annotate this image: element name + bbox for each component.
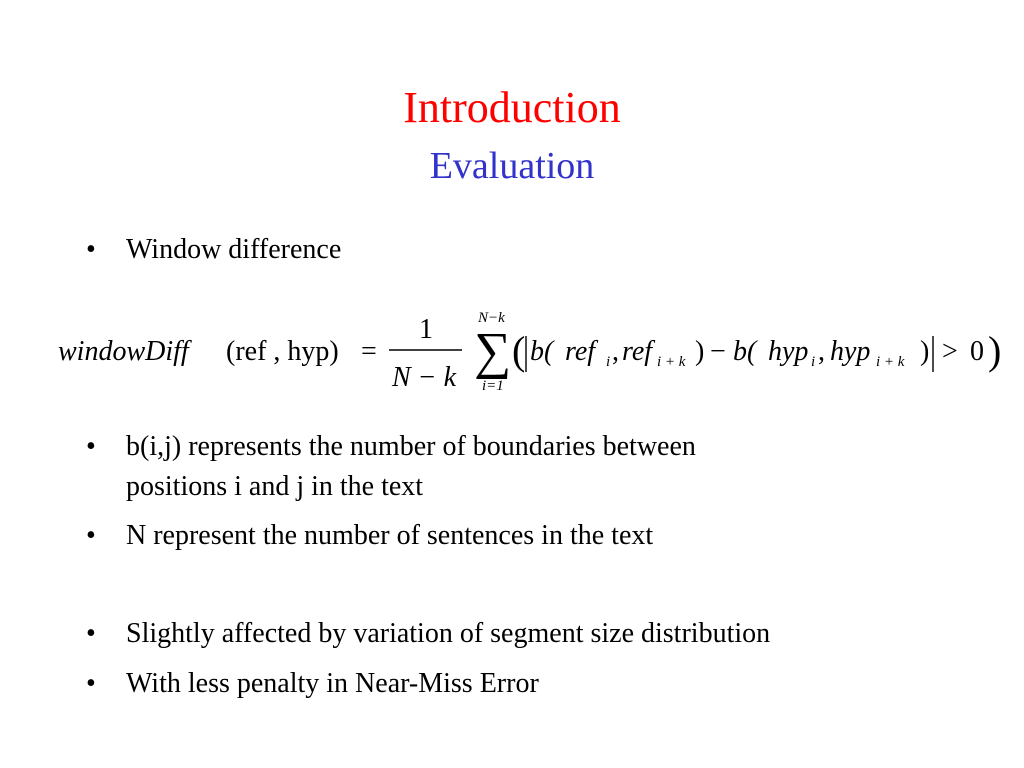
formula-sub-ik-1: i + k [657,354,686,370]
formula-close-1: ) [695,336,705,367]
formula-zero: 0 [970,336,984,367]
bullet-boundaries-line1: b(i,j) represents the number of boundaries between [126,431,696,462]
formula-close-paren: ) [988,328,1002,373]
bullet-window-difference: Window difference [126,234,342,265]
bullet-sentences: N represent the number of sentences in the text [126,520,654,551]
bullet-near-miss: With less penalty in Near-Miss Error [126,668,539,699]
formula-sub-i-1: i [606,354,611,370]
formula-close-2: ) [920,336,930,367]
formula-b1: b( [530,336,554,367]
formula-equals: = [361,336,377,367]
formula-gt: > [942,336,958,367]
bullet-marker: • [86,234,96,265]
bullet-segment-size: Slightly affected by variation of segment size distribution [126,618,771,649]
formula-sum-symbol: ∑ [474,323,512,380]
formula-lhs-args: (ref , hyp) [226,336,339,367]
slide-subtitle: Evaluation [429,145,595,187]
bullet-marker: • [86,618,96,649]
formula-sum-lower: i=1 [482,378,504,394]
bullet-boundaries-line2: positions i and j in the text [126,471,424,502]
formula-fraction-numerator: 1 [419,314,433,345]
formula-open-paren: ( [512,328,526,373]
formula-fraction-denominator: N − k [392,362,456,393]
window-diff-formula [0,296,1024,406]
formula-lhs-name: windowDiff [58,336,189,367]
bullet-marker: • [86,668,96,699]
formula-hyp-i: hyp [768,336,809,367]
slide-title: Introduction [403,83,621,132]
formula-sum-upper: N−k [478,310,505,326]
svg-text:,: , [818,336,825,367]
formula-sub-i-2: i [811,354,816,370]
formula-sub-ik-2: i + k [876,354,905,370]
formula-minus: − [710,336,726,367]
bullet-marker: • [86,431,96,462]
svg-text:,: , [612,336,619,367]
formula-b2: b( [733,336,757,367]
formula-hyp-ik: hyp [830,336,871,367]
bullet-marker: • [86,520,96,551]
formula-ref-i: ref [565,336,596,367]
formula-ref-ik: ref [622,336,653,367]
